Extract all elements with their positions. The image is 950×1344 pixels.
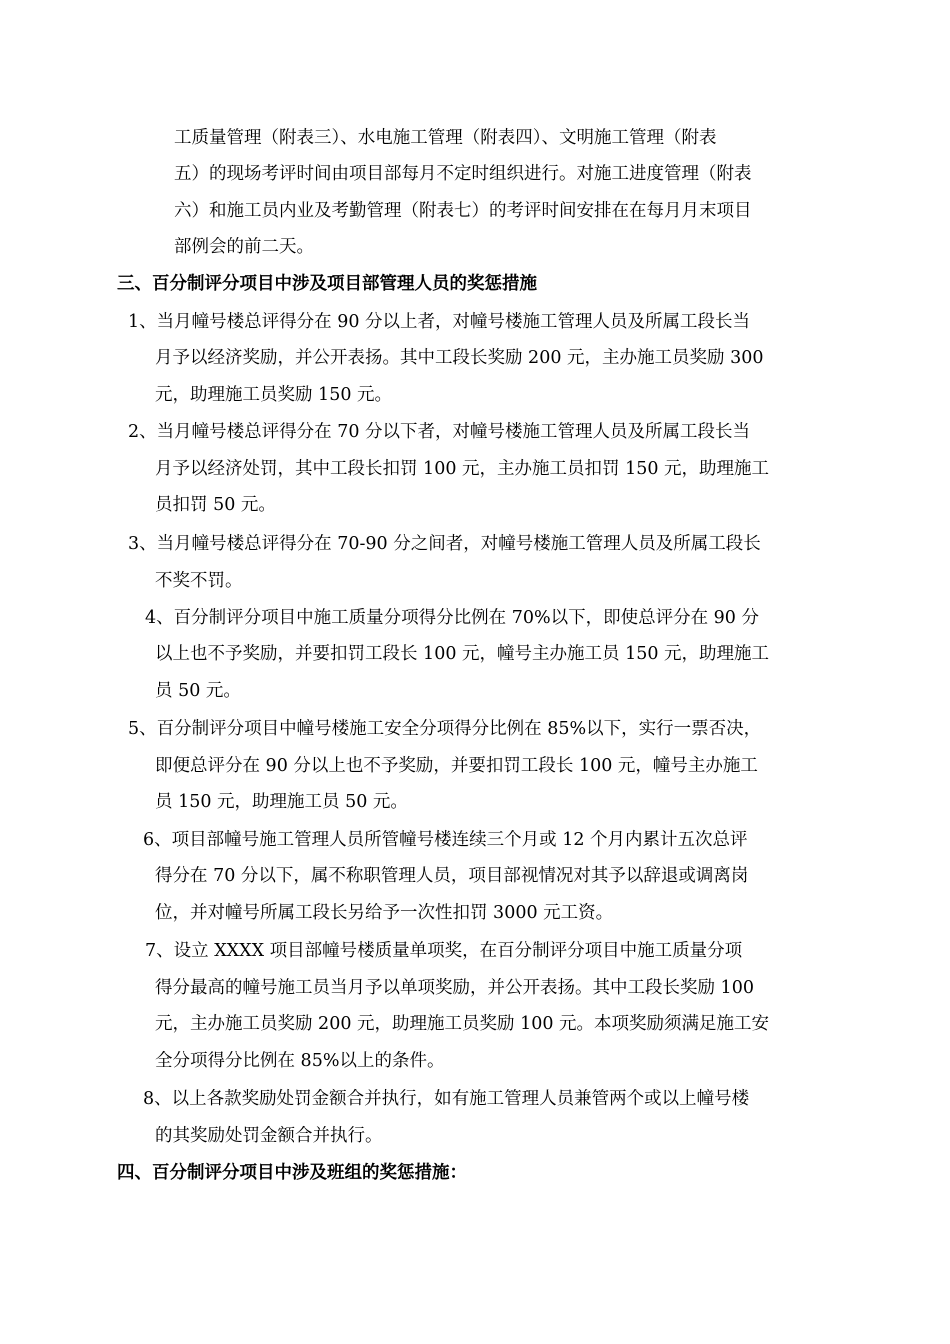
item-line: 位，并对幢号所属工段长另给予一次性扣罚 3000 元工资。 [155, 903, 614, 923]
item-line: 不奖不罚。 [155, 571, 243, 591]
item-line: 以上也不予奖励，并要扣罚工段长 100 元，幢号主办施工员 150 元，助理施工 [155, 644, 770, 664]
item-line: 5、百分制评分项目中幢号楼施工安全分项得分比例在 85%以下，实行一票否决， [128, 719, 762, 739]
item-line: 员 50 元。 [155, 681, 241, 701]
item-line: 即便总评分在 90 分以上也不予奖励，并要扣罚工段长 100 元，幢号主办施工 [155, 756, 758, 776]
item-line: 7、设立 XXXX 项目部幢号楼质量单项奖，在百分制评分项目中施工质量分项 [145, 941, 743, 961]
section-heading-4: 四、百分制评分项目中涉及班组的奖惩措施： [117, 1163, 467, 1183]
item-line: 2、当月幢号楼总评得分在 70 分以下者，对幢号楼施工管理人员及所属工段长当 [128, 422, 751, 442]
item-line: 3、当月幢号楼总评得分在 70-90 分之间者，对幢号楼施工管理人员及所属工段长 [128, 534, 761, 554]
intro-line: 五）的现场考评时间由项目部每月不定时组织进行。对施工进度管理（附表 [174, 164, 752, 184]
item-line: 元，助理施工员奖励 150 元。 [155, 385, 393, 405]
intro-line: 工质量管理（附表三）、水电施工管理（附表四）、文明施工管理（附表 [174, 128, 717, 148]
item-line: 得分最高的幢号施工员当月予以单项奖励，并公开表扬。其中工段长奖励 100 [155, 978, 754, 998]
item-line: 1、当月幢号楼总评得分在 90 分以上者，对幢号楼施工管理人员及所属工段长当 [128, 312, 751, 332]
item-line: 员 150 元，助理施工员 50 元。 [155, 792, 408, 812]
item-line: 元，主办施工员奖励 200 元，助理施工员奖励 100 元。本项奖励须满足施工安 [155, 1014, 770, 1034]
item-line: 8、以上各款奖励处罚金额合并执行，如有施工管理人员兼管两个或以上幢号楼 [143, 1089, 750, 1109]
section-heading-3: 三、百分制评分项目中涉及项目部管理人员的奖惩措施 [117, 274, 537, 294]
item-line: 月予以经济奖励，并公开表扬。其中工段长奖励 200 元，主办施工员奖励 300 [155, 348, 764, 368]
item-line: 月予以经济处罚，其中工段长扣罚 100 元，主办施工员扣罚 150 元，助理施工 [155, 459, 770, 479]
item-line: 4、百分制评分项目中施工质量分项得分比例在 70%以下，即使总评分在 90 分 [145, 608, 759, 628]
item-line: 的其奖励处罚金额合并执行。 [155, 1126, 383, 1146]
intro-line: 六）和施工员内业及考勤管理（附表七）的考评时间安排在在每月月末项目 [174, 201, 752, 221]
intro-line: 部例会的前二天。 [174, 237, 314, 257]
item-line: 员扣罚 50 元。 [155, 495, 276, 515]
item-line: 得分在 70 分以下，属不称职管理人员，项目部视情况对其予以辞退或调离岗 [155, 866, 749, 886]
item-line: 6、项目部幢号施工管理人员所管幢号楼连续三个月或 12 个月内累计五次总评 [143, 830, 748, 850]
item-line: 全分项得分比例在 85%以上的条件。 [155, 1051, 445, 1071]
